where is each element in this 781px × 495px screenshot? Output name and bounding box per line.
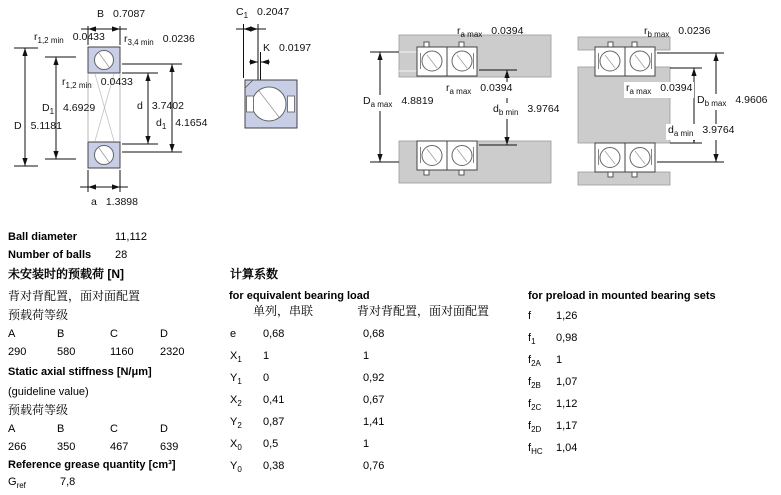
col-B: B — [57, 423, 65, 435]
calc-sym: $X_2$ — [230, 394, 242, 408]
dim-db-min: $d_{b min}$ 3.9764 — [493, 103, 560, 117]
calc-title: 计算系数 — [230, 267, 279, 281]
calc-sym: $Y_2$ — [230, 416, 242, 430]
stiffness-C: 467 — [110, 441, 129, 453]
preload-unmounted-subtitle: 背对背配置，面对面配置 — [8, 289, 141, 303]
col-D: D — [160, 423, 168, 435]
calc-v1: 0,41 — [263, 394, 285, 406]
stiffness-title: Static axial stiffness [N/μm] — [8, 366, 152, 378]
preload-A: 290 — [8, 346, 27, 358]
factor-sym: $f_{HC}$ — [528, 442, 543, 456]
calc-sym: $Y_0$ — [230, 460, 242, 474]
factor-sym: $f_1$ — [528, 332, 536, 346]
calc-table — [230, 325, 384, 479]
ball-diameter-label: Ball diameter — [8, 231, 78, 243]
calc-v1: 1 — [263, 350, 270, 362]
factor-sym: $f_{2D}$ — [528, 420, 542, 434]
factor-val: 1,26 — [556, 310, 578, 322]
dim-r12-min-top: $r_{1,2 min}$ 0.0433 — [34, 31, 105, 45]
dim-C1: $C_1$ 0.2047 — [236, 6, 290, 20]
calc-subtitle: for equivalent bearing load — [229, 290, 370, 302]
ball-diameter-row — [8, 231, 147, 244]
calc-v2: 0,92 — [363, 372, 385, 384]
stiffness-B: 350 — [57, 441, 76, 453]
calc-col2-header: 背对背配置，面对面配置 — [357, 304, 490, 318]
stiffness-D: 639 — [160, 441, 179, 453]
dim-Db-max: $D_{b max}$ 4.9606 — [697, 94, 768, 108]
grease-title: Reference grease quantity [cm³] — [8, 459, 176, 471]
col-C: C — [110, 328, 118, 340]
stiffness-A: 266 — [8, 441, 27, 453]
calc-v1: 0,87 — [263, 416, 285, 428]
col-D: D — [160, 328, 168, 340]
col-C: C — [110, 423, 118, 435]
col-A: A — [8, 328, 16, 340]
stiffness-headers — [8, 423, 218, 436]
grease-row — [8, 476, 75, 492]
dim-Da-max: $D_{a max}$ 4.8819 — [363, 95, 434, 109]
calc-v1: 0,38 — [263, 460, 285, 472]
calc-sym: $X_1$ — [230, 350, 242, 364]
calc-sym: e — [230, 328, 237, 340]
factor-val: 1 — [556, 354, 563, 366]
factor-val: 1,17 — [556, 420, 578, 432]
drawing-shaft-arrangement — [578, 37, 724, 185]
dim-ra-max-right: $r_{a max}$ 0.0394 — [626, 82, 693, 96]
calc-col1-header: 单列，串联 — [253, 304, 314, 318]
calc-v2: 1 — [363, 438, 370, 450]
factor-val: 0,98 — [556, 332, 578, 344]
calc-v1: 0,68 — [263, 328, 285, 340]
dim-K: K 0.0197 — [263, 42, 312, 54]
preload-factors-title: for preload in mounted bearing sets — [528, 290, 716, 302]
calc-v2: 1,41 — [363, 416, 385, 428]
dim-D1: $D_1$ 4.6929 — [42, 102, 96, 116]
calc-v1: 0 — [263, 372, 270, 384]
factor-sym: $f_{2B}$ — [528, 376, 541, 390]
calc-v2: 0,76 — [363, 460, 385, 472]
factor-val: 1,04 — [556, 442, 578, 454]
preload-factors-table — [528, 307, 577, 461]
calc-sym: $X_0$ — [230, 438, 242, 452]
number-of-balls-value: 28 — [115, 249, 128, 261]
stiffness-note: (guideline value) — [8, 386, 89, 398]
calc-v2: 0,68 — [363, 328, 385, 340]
dim-rb-max: $r_{b max}$ 0.0236 — [644, 25, 711, 39]
dim-r12-min-mid: $r_{1,2 min}$ 0.0433 — [62, 76, 133, 90]
preload-D: 2320 — [160, 346, 185, 358]
number-of-balls-row — [8, 249, 127, 262]
preload-unmounted-title: 未安装时的预载荷 [N] — [8, 267, 124, 281]
dim-ra-max-top: $r_{a max}$ 0.0394 — [457, 25, 524, 39]
dim-a: a 1.3898 — [91, 196, 138, 208]
preload-C: 1160 — [110, 346, 134, 358]
factor-sym: f — [528, 310, 532, 322]
factor-sym: $f_{2A}$ — [528, 354, 541, 368]
stiffness-values — [8, 441, 218, 454]
preload-values — [8, 346, 218, 359]
number-of-balls-label: Number of balls — [8, 249, 92, 261]
dim-da-min: $d_{a min}$ 3.9764 — [668, 124, 735, 138]
calc-sym: $Y_1$ — [230, 372, 242, 386]
calc-v2: 0,67 — [363, 394, 385, 406]
preload-class-label: 预载荷等级 — [8, 308, 69, 322]
drawing-face-detail — [236, 24, 297, 128]
ball-diameter-value: 11,112 — [115, 231, 148, 243]
preload-class-headers — [8, 328, 218, 341]
factor-val: 1,12 — [556, 398, 578, 410]
grease-symbol: $G_{ref}$ — [8, 476, 26, 490]
dim-d: d 3.7402 — [137, 100, 184, 112]
dim-r34-min: $r_{3,4 min}$ 0.0236 — [124, 33, 195, 47]
factor-val: 1,07 — [556, 376, 578, 388]
dim-ra-max-mid: $r_{a max}$ 0.0394 — [446, 82, 513, 96]
col-B: B — [57, 328, 65, 340]
dim-B: B 0.7087 — [97, 8, 146, 20]
factor-sym: $f_{2C}$ — [528, 398, 542, 412]
col-A: A — [8, 423, 16, 435]
preload-B: 580 — [57, 346, 76, 358]
dim-D: D 5.1181 — [14, 120, 62, 132]
dim-d1: $d_1$ 4.1654 — [156, 117, 208, 131]
calc-v2: 1 — [363, 350, 370, 362]
grease-value: 7,8 — [60, 476, 76, 488]
stiffness-class-label: 预载荷等级 — [8, 403, 69, 417]
calc-v1: 0,5 — [263, 438, 279, 450]
